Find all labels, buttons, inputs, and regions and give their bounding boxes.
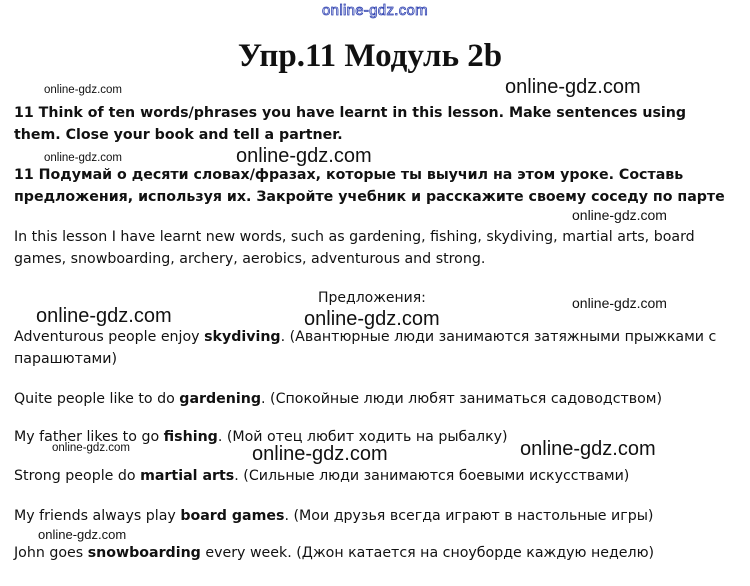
sentence-6 [14, 542, 654, 564]
sentence-text: парашютами) [14, 351, 118, 367]
watermark: online-gdz.com [44, 84, 122, 96]
keyword: skydiving [204, 329, 281, 345]
watermark: online-gdz.com [505, 76, 641, 98]
keyword: gardening [179, 391, 262, 407]
sentence-1-continued [14, 348, 117, 370]
watermark: online-gdz.com [520, 438, 656, 460]
sentence-2 [14, 388, 662, 410]
watermark: online-gdz.com [52, 442, 130, 454]
sentence-text: . (Мой отец любит ходить на рыбалку) [217, 429, 508, 445]
sentence-text: My father likes to go [14, 429, 164, 445]
keyword: board games [180, 508, 285, 524]
watermark: online-gdz.com [572, 207, 667, 223]
watermark: online-gdz.com [38, 527, 127, 542]
intro-text: In this lesson I have learnt new words, such as gardening, fishing, skydiving, martial arts, board games, snowboarding, archery, aerobics, adventurous and strong. [14, 229, 695, 267]
task-russian: 11 Подумай о десяти словах/фразах, которые ты выучил на этом уроке. Составь предложения, используя их. Закройте учебник и расскажите своему соседу по парте [14, 167, 725, 205]
sentence-text: Strong people do [14, 468, 141, 484]
sentences-heading: Предложения: [318, 290, 426, 306]
sentence-text: . (Мои друзья всегда играют в настольные игры) [284, 508, 654, 524]
watermark: online-gdz.com [44, 152, 122, 164]
watermark: online-gdz.com [304, 308, 440, 330]
keyword: snowboarding [87, 545, 201, 561]
keyword: martial arts [140, 468, 235, 484]
sentence-text: Adventurous people enjoy [14, 329, 205, 345]
sentence-text: My friends always play [14, 508, 181, 524]
watermark: online-gdz.com [252, 443, 388, 465]
sentence-text: John goes [14, 545, 88, 561]
watermark-top: online-gdz.com [322, 2, 428, 19]
sentence-text: . (Спокойные люди любят заниматься садоводством) [261, 391, 663, 407]
sentence-text: every week. (Джон катается на сноуборде каждую неделю) [200, 545, 655, 561]
sentence-text: Quite people like to do [14, 391, 180, 407]
page-title: Упр.11 Модуль 2b [237, 38, 503, 74]
keyword: fishing [163, 429, 218, 445]
sentence-text: . (Сильные люди занимаются боевыми искусствами) [234, 468, 630, 484]
watermark: online-gdz.com [36, 305, 172, 327]
sentence-5 [14, 505, 653, 527]
task-english: 11 Think of ten words/phrases you have learnt in this lesson. Make sentences using them. Close your book and tell a partner. [14, 105, 687, 143]
sentence-4 [14, 465, 629, 487]
sentence-text: . (Авантюрные люди занимаются затяжными прыжками с [280, 329, 717, 345]
watermark: online-gdz.com [236, 145, 372, 167]
watermark: online-gdz.com [572, 295, 667, 311]
sentence-1 [14, 326, 716, 348]
